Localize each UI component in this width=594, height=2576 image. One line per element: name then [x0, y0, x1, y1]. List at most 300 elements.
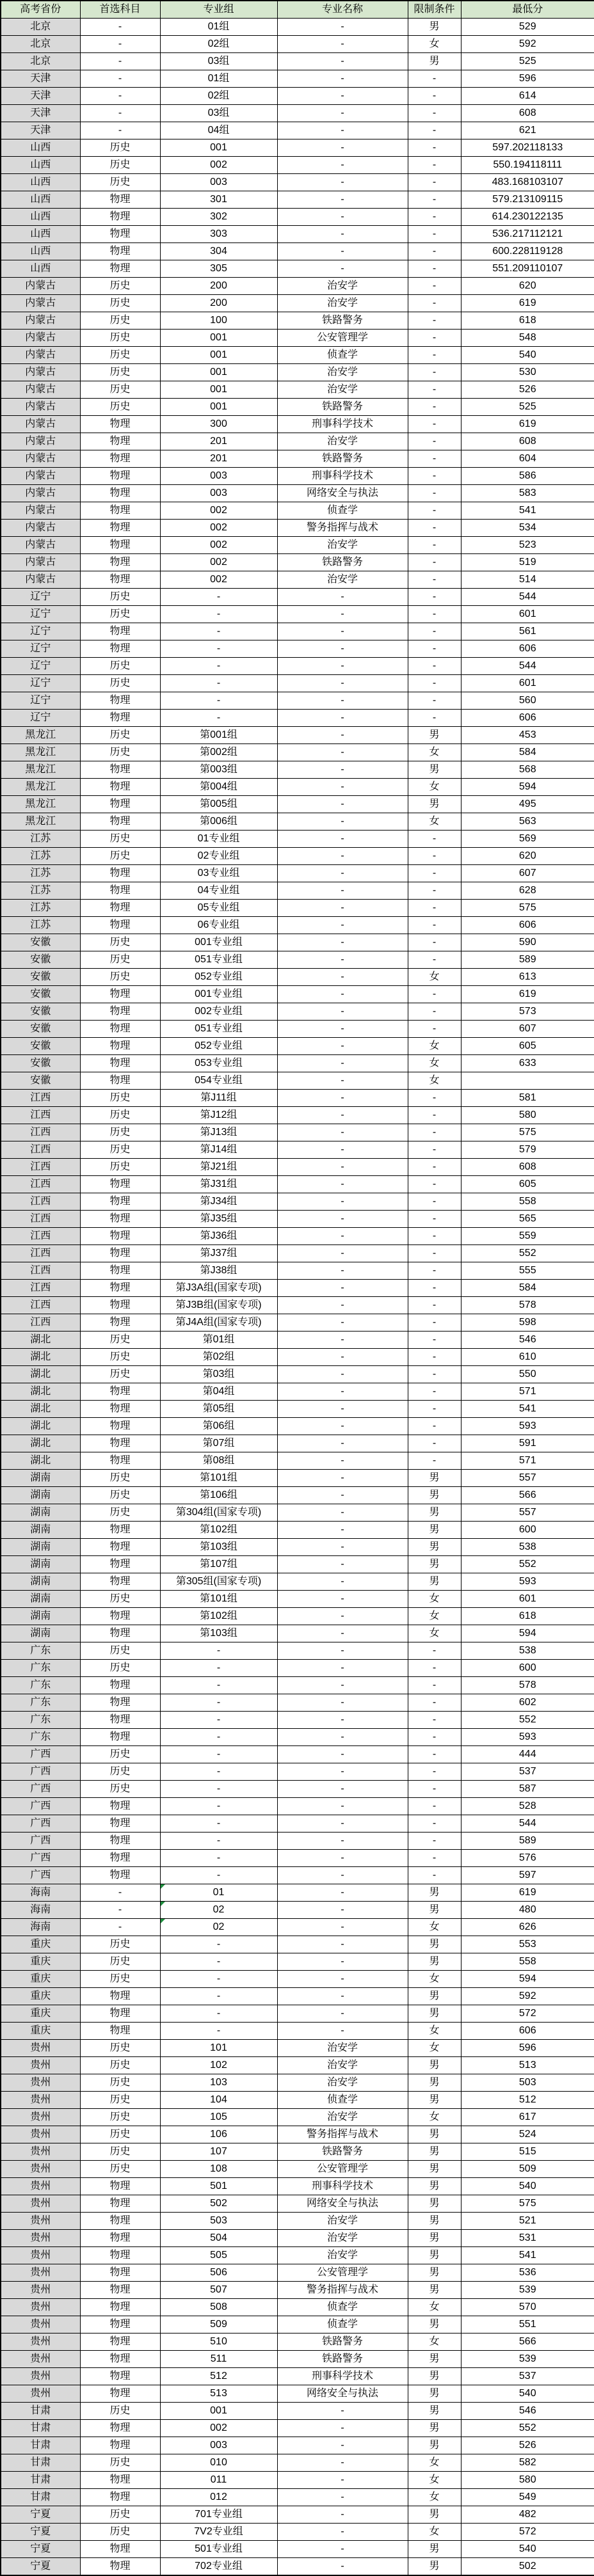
cell-major[interactable]: [277, 2023, 408, 2040]
cell-group[interactable]: [160, 554, 277, 571]
cell-subject[interactable]: [80, 2472, 160, 2489]
cell-subject[interactable]: [80, 744, 160, 761]
cell-min-score[interactable]: [461, 1452, 594, 1470]
cell-group[interactable]: [160, 347, 277, 364]
cell-province[interactable]: [1, 2558, 80, 2576]
column-header-subject[interactable]: 首选科目: [80, 1, 160, 19]
cell-province[interactable]: [1, 2230, 80, 2247]
cell-major[interactable]: [277, 1055, 408, 1072]
cell-province[interactable]: [1, 1159, 80, 1176]
cell-major[interactable]: [277, 1763, 408, 1781]
cell-subject[interactable]: [80, 1332, 160, 1349]
cell-min-score[interactable]: [461, 1798, 594, 1815]
cell-subject[interactable]: [80, 848, 160, 865]
cell-min-score[interactable]: [461, 1003, 594, 1021]
cell-restriction[interactable]: [408, 347, 461, 364]
cell-province[interactable]: [1, 2489, 80, 2506]
cell-major[interactable]: [277, 157, 408, 174]
cell-min-score[interactable]: [461, 1833, 594, 1850]
cell-province[interactable]: [1, 1383, 80, 1401]
cell-group[interactable]: [160, 1401, 277, 1418]
cell-major[interactable]: [277, 1936, 408, 1953]
cell-min-score[interactable]: [461, 1573, 594, 1591]
cell-group[interactable]: [160, 1971, 277, 1988]
cell-min-score[interactable]: [461, 433, 594, 450]
cell-restriction[interactable]: [408, 1988, 461, 2005]
cell-min-score[interactable]: [461, 1522, 594, 1539]
cell-province[interactable]: [1, 450, 80, 468]
cell-subject[interactable]: [80, 813, 160, 831]
cell-min-score[interactable]: [461, 1902, 594, 1919]
cell-subject[interactable]: [80, 1452, 160, 1470]
cell-restriction[interactable]: [408, 2541, 461, 2558]
cell-subject[interactable]: [80, 260, 160, 278]
cell-province[interactable]: [1, 1988, 80, 2005]
cell-group[interactable]: [160, 1539, 277, 1556]
cell-major[interactable]: [277, 969, 408, 986]
cell-major[interactable]: [277, 2230, 408, 2247]
cell-major[interactable]: [277, 2126, 408, 2143]
cell-major[interactable]: [277, 1884, 408, 1902]
cell-province[interactable]: [1, 2403, 80, 2420]
cell-province[interactable]: [1, 934, 80, 951]
cell-major[interactable]: [277, 347, 408, 364]
cell-group[interactable]: [160, 1211, 277, 1228]
cell-group[interactable]: [160, 2541, 277, 2558]
cell-restriction[interactable]: [408, 1642, 461, 1660]
cell-province[interactable]: [1, 1953, 80, 1971]
cell-province[interactable]: [1, 1297, 80, 1314]
cell-restriction[interactable]: [408, 1470, 461, 1487]
cell-min-score[interactable]: [461, 1591, 594, 1608]
cell-province[interactable]: [1, 19, 80, 36]
cell-major[interactable]: [277, 1038, 408, 1055]
cell-group[interactable]: [160, 1124, 277, 1141]
cell-major[interactable]: [277, 761, 408, 779]
cell-province[interactable]: [1, 53, 80, 70]
cell-subject[interactable]: [80, 433, 160, 450]
cell-min-score[interactable]: [461, 934, 594, 951]
cell-province[interactable]: [1, 2109, 80, 2126]
cell-province[interactable]: [1, 1712, 80, 1729]
cell-province[interactable]: [1, 571, 80, 589]
cell-restriction[interactable]: [408, 1522, 461, 1539]
cell-group[interactable]: [160, 831, 277, 848]
cell-major[interactable]: [277, 2524, 408, 2541]
cell-group[interactable]: [160, 19, 277, 36]
cell-province[interactable]: [1, 1314, 80, 1332]
cell-province[interactable]: [1, 813, 80, 831]
cell-subject[interactable]: [80, 278, 160, 295]
cell-major[interactable]: [277, 2316, 408, 2334]
cell-restriction[interactable]: [408, 433, 461, 450]
cell-subject[interactable]: [80, 2040, 160, 2057]
cell-restriction[interactable]: [408, 1228, 461, 1245]
cell-province[interactable]: [1, 1694, 80, 1712]
cell-subject[interactable]: [80, 2541, 160, 2558]
cell-restriction[interactable]: [408, 2264, 461, 2282]
cell-province[interactable]: [1, 2023, 80, 2040]
cell-restriction[interactable]: [408, 1815, 461, 1833]
cell-subject[interactable]: [80, 1366, 160, 1383]
cell-major[interactable]: [277, 571, 408, 589]
cell-major[interactable]: [277, 139, 408, 157]
cell-province[interactable]: [1, 969, 80, 986]
cell-major[interactable]: [277, 589, 408, 606]
cell-group[interactable]: [160, 1884, 277, 1902]
cell-min-score[interactable]: [461, 1712, 594, 1729]
cell-group[interactable]: [160, 312, 277, 330]
cell-subject[interactable]: [80, 191, 160, 209]
cell-min-score[interactable]: [461, 1176, 594, 1193]
cell-group[interactable]: [160, 1107, 277, 1124]
cell-group[interactable]: [160, 796, 277, 813]
cell-group[interactable]: [160, 2368, 277, 2385]
cell-major[interactable]: [277, 813, 408, 831]
cell-major[interactable]: [277, 934, 408, 951]
cell-major[interactable]: [277, 1677, 408, 1694]
cell-province[interactable]: [1, 139, 80, 157]
cell-restriction[interactable]: [408, 2403, 461, 2420]
cell-min-score[interactable]: [461, 779, 594, 796]
cell-province[interactable]: [1, 260, 80, 278]
cell-major[interactable]: [277, 191, 408, 209]
cell-subject[interactable]: [80, 1021, 160, 1038]
cell-restriction[interactable]: [408, 761, 461, 779]
cell-province[interactable]: [1, 2299, 80, 2316]
cell-min-score[interactable]: [461, 2126, 594, 2143]
cell-restriction[interactable]: [408, 209, 461, 226]
cell-subject[interactable]: [80, 1141, 160, 1159]
cell-major[interactable]: [277, 675, 408, 692]
cell-min-score[interactable]: [461, 554, 594, 571]
cell-restriction[interactable]: [408, 1763, 461, 1781]
cell-subject[interactable]: [80, 1262, 160, 1280]
cell-subject[interactable]: [80, 209, 160, 226]
cell-group[interactable]: [160, 1850, 277, 1867]
cell-min-score[interactable]: [461, 2213, 594, 2230]
cell-min-score[interactable]: [461, 1280, 594, 1297]
cell-province[interactable]: [1, 951, 80, 969]
cell-min-score[interactable]: [461, 88, 594, 105]
cell-subject[interactable]: [80, 364, 160, 381]
cell-province[interactable]: [1, 243, 80, 260]
cell-province[interactable]: [1, 2334, 80, 2351]
cell-min-score[interactable]: [461, 381, 594, 399]
cell-subject[interactable]: [80, 1314, 160, 1332]
cell-group[interactable]: [160, 692, 277, 710]
cell-min-score[interactable]: [461, 1919, 594, 1936]
cell-province[interactable]: [1, 2195, 80, 2213]
cell-group[interactable]: [160, 243, 277, 260]
cell-min-score[interactable]: [461, 2282, 594, 2299]
cell-min-score[interactable]: [461, 1124, 594, 1141]
cell-group[interactable]: [160, 2506, 277, 2524]
cell-min-score[interactable]: [461, 191, 594, 209]
cell-subject[interactable]: [80, 986, 160, 1003]
cell-restriction[interactable]: [408, 36, 461, 53]
cell-major[interactable]: [277, 1487, 408, 1504]
cell-province[interactable]: [1, 1798, 80, 1815]
cell-major[interactable]: [277, 1021, 408, 1038]
cell-subject[interactable]: [80, 2368, 160, 2385]
cell-min-score[interactable]: [461, 364, 594, 381]
cell-min-score[interactable]: [461, 658, 594, 675]
cell-province[interactable]: [1, 2178, 80, 2195]
cell-major[interactable]: [277, 1608, 408, 1625]
cell-subject[interactable]: [80, 1936, 160, 1953]
cell-subject[interactable]: [80, 1591, 160, 1608]
cell-major[interactable]: [277, 416, 408, 433]
cell-restriction[interactable]: [408, 2420, 461, 2437]
cell-subject[interactable]: [80, 1712, 160, 1729]
cell-min-score[interactable]: [461, 502, 594, 520]
cell-restriction[interactable]: [408, 1245, 461, 1262]
cell-subject[interactable]: [80, 399, 160, 416]
cell-subject[interactable]: [80, 295, 160, 312]
cell-group[interactable]: [160, 70, 277, 88]
cell-subject[interactable]: [80, 1988, 160, 2005]
cell-restriction[interactable]: [408, 1435, 461, 1452]
cell-province[interactable]: [1, 761, 80, 779]
cell-min-score[interactable]: [461, 260, 594, 278]
cell-major[interactable]: [277, 105, 408, 122]
column-header-min-score[interactable]: 最低分: [461, 1, 594, 19]
cell-restriction[interactable]: [408, 1504, 461, 1522]
cell-subject[interactable]: [80, 1245, 160, 1262]
cell-group[interactable]: [160, 2334, 277, 2351]
cell-group[interactable]: [160, 2213, 277, 2230]
cell-major[interactable]: [277, 2351, 408, 2368]
cell-major[interactable]: [277, 278, 408, 295]
cell-province[interactable]: [1, 606, 80, 623]
cell-subject[interactable]: [80, 1418, 160, 1435]
cell-restriction[interactable]: [408, 485, 461, 502]
cell-restriction[interactable]: [408, 2437, 461, 2454]
cell-min-score[interactable]: [461, 2040, 594, 2057]
cell-subject[interactable]: [80, 1470, 160, 1487]
cell-group[interactable]: [160, 2040, 277, 2057]
cell-province[interactable]: [1, 330, 80, 347]
cell-restriction[interactable]: [408, 1867, 461, 1884]
cell-province[interactable]: [1, 1107, 80, 1124]
cell-restriction[interactable]: [408, 2299, 461, 2316]
cell-major[interactable]: [277, 243, 408, 260]
cell-group[interactable]: [160, 1349, 277, 1366]
cell-subject[interactable]: [80, 675, 160, 692]
cell-major[interactable]: [277, 623, 408, 640]
cell-restriction[interactable]: [408, 623, 461, 640]
cell-subject[interactable]: [80, 1280, 160, 1297]
cell-group[interactable]: [160, 1470, 277, 1487]
cell-province[interactable]: [1, 312, 80, 330]
column-header-restriction[interactable]: 限制条件: [408, 1, 461, 19]
cell-major[interactable]: [277, 1504, 408, 1522]
cell-major[interactable]: [277, 1141, 408, 1159]
cell-province[interactable]: [1, 1884, 80, 1902]
cell-major[interactable]: [277, 122, 408, 139]
cell-subject[interactable]: [80, 2420, 160, 2437]
cell-subject[interactable]: [80, 1902, 160, 1919]
cell-restriction[interactable]: [408, 2506, 461, 2524]
cell-province[interactable]: [1, 1021, 80, 1038]
cell-min-score[interactable]: [461, 36, 594, 53]
column-header-province[interactable]: 高考省份: [1, 1, 80, 19]
cell-group[interactable]: [160, 364, 277, 381]
cell-restriction[interactable]: [408, 1332, 461, 1349]
cell-major[interactable]: [277, 2282, 408, 2299]
cell-group[interactable]: [160, 1936, 277, 1953]
cell-subject[interactable]: [80, 347, 160, 364]
cell-province[interactable]: [1, 433, 80, 450]
cell-group[interactable]: [160, 2057, 277, 2074]
cell-subject[interactable]: [80, 882, 160, 900]
cell-group[interactable]: [160, 2005, 277, 2023]
cell-major[interactable]: [277, 2109, 408, 2126]
cell-province[interactable]: [1, 1280, 80, 1297]
cell-subject[interactable]: [80, 1798, 160, 1815]
cell-restriction[interactable]: [408, 1055, 461, 1072]
cell-major[interactable]: [277, 900, 408, 917]
cell-restriction[interactable]: [408, 1452, 461, 1470]
cell-group[interactable]: [160, 951, 277, 969]
cell-group[interactable]: [160, 1556, 277, 1573]
cell-restriction[interactable]: [408, 191, 461, 209]
cell-major[interactable]: [277, 917, 408, 934]
cell-province[interactable]: [1, 2368, 80, 2385]
cell-restriction[interactable]: [408, 658, 461, 675]
cell-restriction[interactable]: [408, 2143, 461, 2161]
cell-restriction[interactable]: [408, 2213, 461, 2230]
cell-province[interactable]: [1, 2247, 80, 2264]
cell-subject[interactable]: [80, 761, 160, 779]
cell-restriction[interactable]: [408, 295, 461, 312]
cell-restriction[interactable]: [408, 1591, 461, 1608]
cell-major[interactable]: [277, 692, 408, 710]
cell-restriction[interactable]: [408, 589, 461, 606]
cell-major[interactable]: [277, 1452, 408, 1470]
cell-restriction[interactable]: [408, 2230, 461, 2247]
cell-major[interactable]: [277, 226, 408, 243]
cell-major[interactable]: [277, 312, 408, 330]
cell-major[interactable]: [277, 2454, 408, 2472]
cell-group[interactable]: [160, 2178, 277, 2195]
cell-group[interactable]: [160, 882, 277, 900]
cell-subject[interactable]: [80, 485, 160, 502]
cell-group[interactable]: [160, 2126, 277, 2143]
cell-subject[interactable]: [80, 416, 160, 433]
cell-group[interactable]: [160, 1694, 277, 1712]
cell-min-score[interactable]: [461, 1660, 594, 1677]
cell-province[interactable]: [1, 157, 80, 174]
cell-subject[interactable]: [80, 1055, 160, 1072]
cell-restriction[interactable]: [408, 1072, 461, 1090]
cell-group[interactable]: [160, 2230, 277, 2247]
cell-min-score[interactable]: [461, 105, 594, 122]
cell-province[interactable]: [1, 692, 80, 710]
cell-subject[interactable]: [80, 606, 160, 623]
cell-province[interactable]: [1, 1660, 80, 1677]
cell-subject[interactable]: [80, 934, 160, 951]
cell-major[interactable]: [277, 1539, 408, 1556]
cell-min-score[interactable]: [461, 2558, 594, 2576]
cell-min-score[interactable]: [461, 589, 594, 606]
cell-group[interactable]: [160, 1660, 277, 1677]
cell-major[interactable]: [277, 1712, 408, 1729]
cell-subject[interactable]: [80, 1228, 160, 1245]
cell-min-score[interactable]: [461, 1245, 594, 1262]
cell-restriction[interactable]: [408, 727, 461, 744]
cell-group[interactable]: [160, 658, 277, 675]
cell-subject[interactable]: [80, 1625, 160, 1642]
cell-restriction[interactable]: [408, 174, 461, 191]
cell-subject[interactable]: [80, 19, 160, 36]
cell-subject[interactable]: [80, 2558, 160, 2576]
cell-subject[interactable]: [80, 330, 160, 347]
cell-subject[interactable]: [80, 226, 160, 243]
cell-group[interactable]: [160, 606, 277, 623]
cell-major[interactable]: [277, 1314, 408, 1332]
cell-min-score[interactable]: [461, 2403, 594, 2420]
cell-group[interactable]: [160, 710, 277, 727]
cell-major[interactable]: [277, 1971, 408, 1988]
cell-group[interactable]: [160, 640, 277, 658]
cell-min-score[interactable]: [461, 1055, 594, 1072]
cell-min-score[interactable]: [461, 2005, 594, 2023]
cell-major[interactable]: [277, 2264, 408, 2282]
cell-group[interactable]: [160, 433, 277, 450]
cell-group[interactable]: [160, 2524, 277, 2541]
cell-province[interactable]: [1, 1833, 80, 1850]
cell-group[interactable]: [160, 934, 277, 951]
cell-major[interactable]: [277, 399, 408, 416]
cell-major[interactable]: [277, 1694, 408, 1712]
cell-group[interactable]: [160, 779, 277, 796]
cell-major[interactable]: [277, 2368, 408, 2385]
cell-min-score[interactable]: [461, 2489, 594, 2506]
cell-subject[interactable]: [80, 2385, 160, 2403]
cell-restriction[interactable]: [408, 399, 461, 416]
cell-subject[interactable]: [80, 2316, 160, 2334]
cell-group[interactable]: [160, 139, 277, 157]
cell-province[interactable]: [1, 1556, 80, 1573]
cell-major[interactable]: [277, 1746, 408, 1763]
cell-major[interactable]: [277, 2143, 408, 2161]
cell-subject[interactable]: [80, 692, 160, 710]
cell-restriction[interactable]: [408, 848, 461, 865]
cell-restriction[interactable]: [408, 2178, 461, 2195]
cell-min-score[interactable]: [461, 2524, 594, 2541]
cell-province[interactable]: [1, 1332, 80, 1349]
cell-major[interactable]: [277, 36, 408, 53]
cell-min-score[interactable]: [461, 831, 594, 848]
cell-major[interactable]: [277, 1418, 408, 1435]
cell-restriction[interactable]: [408, 2005, 461, 2023]
cell-group[interactable]: [160, 399, 277, 416]
cell-major[interactable]: [277, 1833, 408, 1850]
cell-min-score[interactable]: [461, 520, 594, 537]
cell-province[interactable]: [1, 88, 80, 105]
cell-min-score[interactable]: [461, 1694, 594, 1712]
cell-restriction[interactable]: [408, 2074, 461, 2092]
cell-min-score[interactable]: [461, 226, 594, 243]
cell-major[interactable]: [277, 485, 408, 502]
cell-group[interactable]: [160, 330, 277, 347]
cell-group[interactable]: [160, 2264, 277, 2282]
cell-restriction[interactable]: [408, 122, 461, 139]
cell-restriction[interactable]: [408, 2351, 461, 2368]
cell-province[interactable]: [1, 278, 80, 295]
